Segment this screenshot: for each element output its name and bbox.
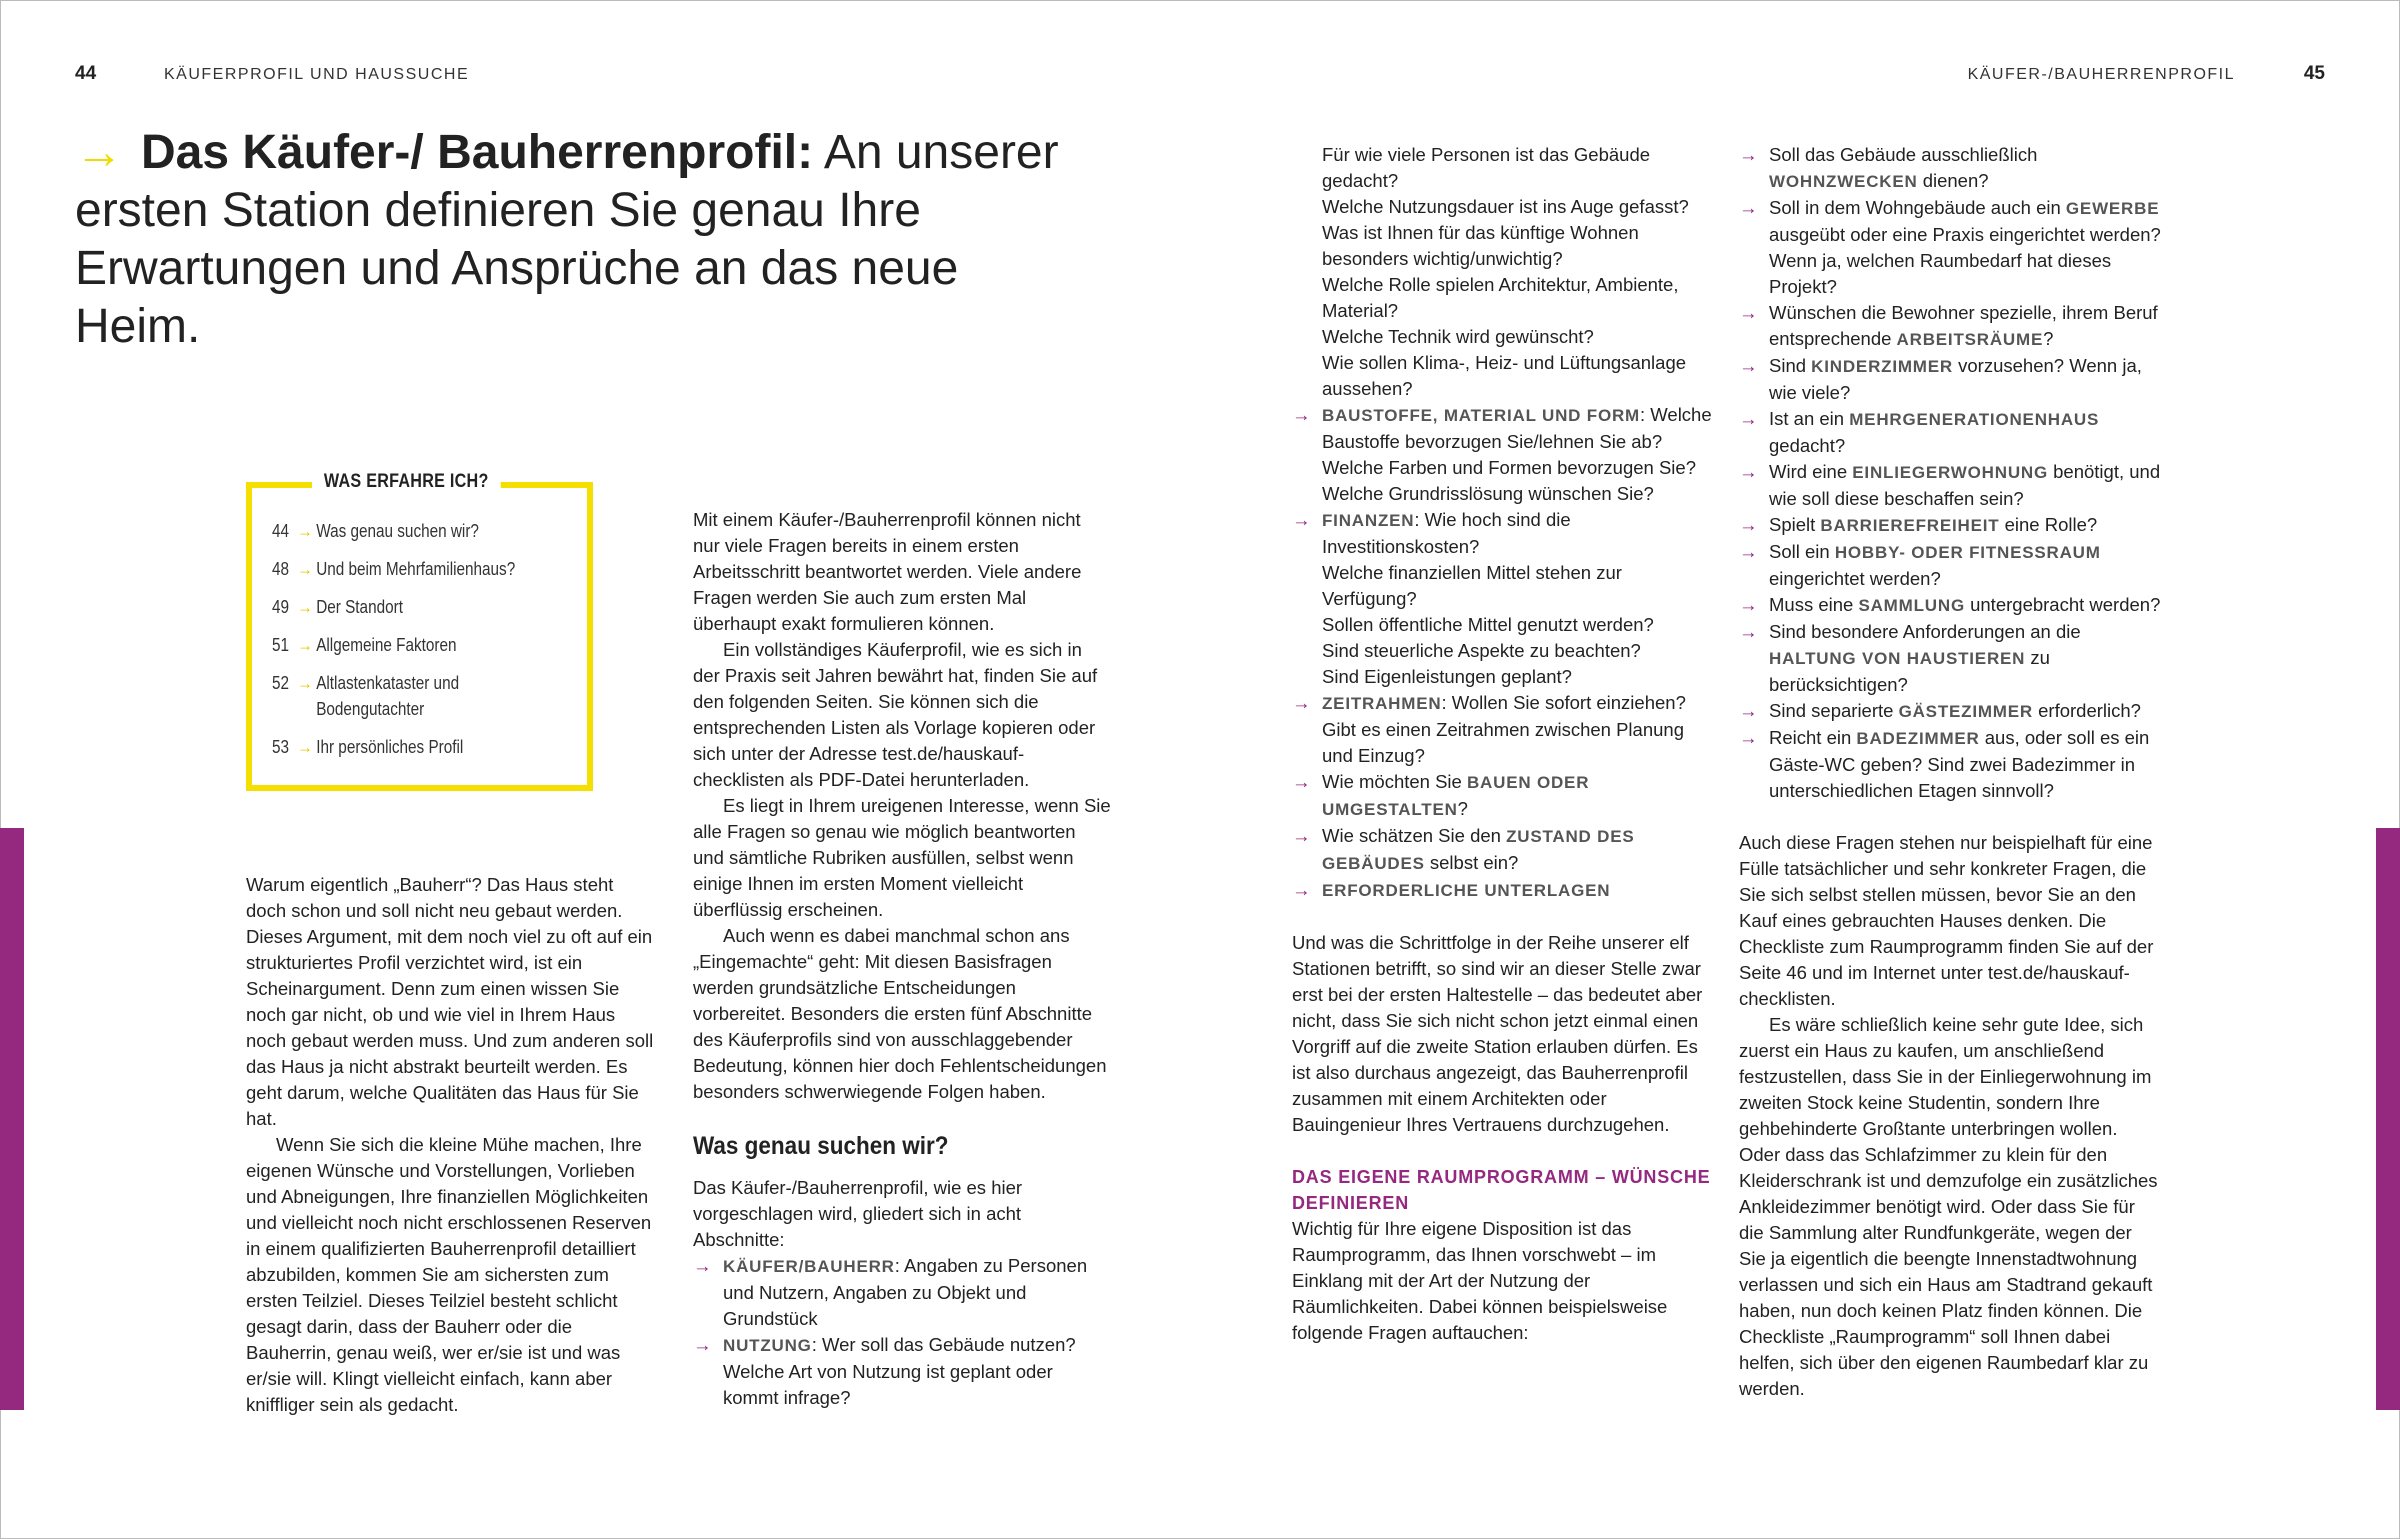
paragraph: Wenn Sie sich die kleine Mühe machen, Ihre eigenen Wünsche und Vorstellungen, Vorlieben und Abneigungen, Ihre finanziellen Möglichkeiten und vielleicht noch nicht erschlossenen Reserven in einem qualifizierten Bauherrenprofil detailliert abzubilden, kommen Sie am sichersten zum ersten Teilziel. Dieses Teilziel besteht schlicht gesagt darin, dass der Bauherr oder die Bauherrin, genau weiß, wer er/sie ist und was er/sie will. Klingt vielleicht einfach, kann aber kniffliger sein als gedacht.: [246, 1134, 652, 1415]
bullet-item: [1739, 142, 2161, 195]
text: Soll in dem Wohngebäude auch ein: [1769, 197, 2066, 218]
arrow-right-icon: →: [1739, 144, 1758, 165]
right-edge-marker: [2376, 828, 2400, 1410]
question-line: [1292, 717, 1712, 769]
text: Sind besondere Anforderungen an die: [1769, 621, 2081, 642]
paragraph: Das Käufer-/Bauherrenprofil, wie es hier vorgeschlagen wird, gliedert sich in acht Abschnitte:: [693, 1177, 1023, 1250]
bullet-item: [1739, 698, 2161, 725]
arrow-right-icon: →: [1739, 700, 1758, 721]
text: ?: [1457, 798, 1468, 819]
arrow-right-icon: →: [297, 521, 313, 541]
question-line: [1292, 455, 1712, 481]
arrow-right-icon: →: [1292, 692, 1311, 713]
keyword: GEWERBE: [2065, 199, 2160, 218]
bullet-item: [1292, 877, 1712, 904]
left-running-head: KÄUFERPROFIL UND HAUSSUCHE: [164, 66, 470, 83]
arrow-right-icon: →: [1292, 509, 1311, 530]
left-page-number: 44: [75, 63, 97, 84]
text: Sind separierte: [1769, 700, 1899, 721]
paragraph: Mit einem Käufer-/Bauherrenprofil können nicht nur viele Fragen bereits in einem ersten Arbeitsschritt beantwortet werden. Viele andere Fragen werden Sie auch zum ersten Mal überhaupt exakt formulieren können.: [693, 509, 1082, 634]
question-line: [1292, 142, 1712, 194]
toc-item: [272, 734, 570, 760]
text: untergebracht werden?: [1964, 594, 2161, 615]
text: : Angaben zu Personen und Nutzern, Angaben zu Objekt und Grundstück: [723, 1255, 1088, 1329]
text: Welche Farben und Formen bevorzugen Sie?: [1322, 457, 1696, 478]
right-page-number: 45: [2303, 63, 2325, 84]
text: Für wie viele Personen ist das Gebäude gedacht?: [1322, 144, 1651, 191]
column-4: [1739, 142, 2161, 1402]
column-1: [246, 872, 658, 1418]
keyword: BAUEN ODER UMGESTALTEN: [1322, 773, 1590, 819]
text: Welche Rolle spielen Architektur, Ambiente, Material?: [1322, 274, 1679, 321]
keyword: ERFORDERLICHE UNTERLAGEN: [1322, 881, 1611, 900]
text: dienen?: [1917, 170, 1989, 191]
text: ausgeübt oder eine Praxis eingerichtet werden? Wenn ja, welchen Raumbedarf hat dieses Projekt?: [1769, 224, 2161, 297]
keyword: SAMMLUNG: [1858, 596, 1965, 615]
arrow-right-icon: →: [297, 673, 313, 693]
question-line: [1292, 194, 1712, 220]
question-line: [1292, 612, 1712, 638]
text: Welche Nutzungsdauer ist ins Auge gefasst?: [1322, 196, 1689, 217]
question-line: [693, 1359, 1111, 1411]
text: zu berücksichtigen?: [1769, 647, 2050, 695]
bullet-item: [1739, 300, 2161, 353]
text: Sind: [1769, 355, 1812, 376]
right-running-head: KÄUFER-/BAUHERRENPROFIL: [1967, 66, 2235, 83]
toc-label: Was genau suchen wir?: [316, 521, 479, 541]
bullet-item: [1739, 619, 2161, 698]
bullet-item: [1739, 539, 2161, 592]
text: Muss eine: [1769, 594, 1859, 615]
question-line: [1292, 220, 1712, 272]
text: Was ist Ihnen für das künftige Wohnen besonders wichtig/unwichtig?: [1322, 222, 1639, 269]
text: Welche finanziellen Mittel stehen zur Verfügung?: [1322, 562, 1622, 609]
question-line: [1292, 324, 1712, 350]
arrow-right-icon: →: [693, 1255, 712, 1276]
text: Ist an ein: [1769, 408, 1850, 429]
question-line: [1292, 664, 1712, 690]
toc-item: [272, 518, 570, 544]
arrow-right-icon: →: [297, 737, 313, 757]
text: Sind Eigenleistungen geplant?: [1322, 666, 1572, 687]
toc-item: [272, 670, 570, 722]
toc-page-number: 49: [272, 597, 290, 617]
arrow-right-icon: →: [1739, 461, 1758, 482]
text: gedacht?: [1769, 435, 1846, 456]
toc-label: Der Standort: [316, 597, 403, 617]
chapter-title: [75, 124, 1075, 356]
arrow-right-icon: →: [1292, 771, 1311, 792]
toc-page-number: 52: [272, 673, 290, 693]
arrow-right-icon: →: [1739, 594, 1758, 615]
text: Spielt: [1769, 514, 1821, 535]
toc-item: [272, 632, 570, 658]
arrow-right-icon: →: [1739, 408, 1758, 429]
keyword: WOHNZWECKEN: [1769, 172, 1918, 191]
bullet-item: [693, 1253, 1111, 1332]
toc-box: [246, 471, 593, 791]
keyword: MEHRGENERATIONENHAUS: [1849, 410, 2100, 429]
paragraph: Es liegt in Ihrem ureigenen Interesse, wenn Sie alle Fragen so genau wie möglich beantworten und sämtliche Rubriken ausfüllen, selbst wenn einige Ihnen im ersten Moment vielleicht überflüssig erscheinen.: [693, 795, 1111, 920]
text: Soll ein: [1769, 541, 1835, 562]
toc-label: Und beim Mehrfamilienhaus?: [316, 559, 516, 579]
keyword: KÄUFER/BAUHERR: [723, 1257, 895, 1276]
toc-list: [272, 518, 572, 772]
question-line: [1292, 638, 1712, 664]
toc-page-number: 53: [272, 737, 290, 757]
keyword: HALTUNG VON HAUSTIEREN: [1769, 649, 2026, 668]
subheading: DAS EIGENE RAUMPROGRAMM – WÜNSCHE DEFINIEREN: [1292, 1167, 1711, 1213]
section-heading: Was genau suchen wir?: [693, 1132, 949, 1160]
title-bold: Das Käufer-/ Bauherrenprofil:: [141, 126, 814, 179]
bullet-item: [1739, 353, 2161, 406]
text: erforderlich?: [2033, 700, 2141, 721]
paragraph: Wichtig für Ihre eigene Disposition ist das Raumprogramm, das Ihnen vorschwebt – im Einklang mit der Art der Nutzung der Räumlichkeiten. Dabei können beispielsweise folgende Fragen auftauchen:: [1292, 1218, 1668, 1343]
toc-item: [272, 594, 570, 620]
keyword: ZUSTAND DES GEBÄUDES: [1322, 827, 1635, 873]
paragraph: Auch diese Fragen stehen nur beispielhaft für eine Fülle tatsächlicher und sehr konkreter Fragen, die Sie sich selbst stellen müssen, bevor Sie an den Kauf eines gebrauchten Hauses denken. Die Checkliste zum Raumprogramm finden Sie auf der Seite 46 und im Internet unter test.de/hauskauf-checklisten.: [1739, 832, 2154, 1009]
text: : Wie hoch sind die Investitionskosten?: [1322, 509, 1571, 557]
keyword: NUTZUNG: [723, 1336, 812, 1355]
text: selbst ein?: [1424, 852, 1519, 873]
toc-item: [272, 556, 570, 582]
arrow-right-icon: →: [1739, 541, 1758, 562]
arrow-right-icon: →: [1739, 621, 1758, 642]
text: Sollen öffentliche Mittel genutzt werden?: [1322, 614, 1654, 635]
arrow-right-icon: →: [297, 597, 313, 617]
text: Soll das Gebäude ausschließlich: [1769, 144, 2038, 165]
keyword: BADEZIMMER: [1856, 729, 1980, 748]
arrow-right-icon: →: [297, 559, 313, 579]
arrow-right-icon: →: [75, 126, 123, 179]
bullet-item: [1292, 769, 1712, 823]
arrow-right-icon: →: [693, 1334, 712, 1355]
text: : Welche Baustoffe bevorzugen Sie/lehnen Sie ab?: [1322, 404, 1712, 452]
spacer: [1292, 904, 1712, 930]
bullet-item: [1739, 512, 2161, 539]
text: Welche Art von Nutzung ist geplant oder kommt infrage?: [723, 1361, 1053, 1408]
text: eine Rolle?: [1999, 514, 2098, 535]
column-3: [1292, 142, 1712, 1346]
keyword: BAUSTOFFE, MATERIAL UND FORM: [1322, 406, 1640, 425]
bullet-item: [1739, 592, 2161, 619]
arrow-right-icon: →: [1739, 197, 1758, 218]
arrow-right-icon: →: [1739, 514, 1758, 535]
text: Sind steuerliche Aspekte zu beachten?: [1322, 640, 1641, 661]
title-rest: An unserer ersten Station definieren Sie genau Ihre Erwartungen und Ansprüche an das neue Heim.: [75, 126, 1059, 353]
bullet-item: [1292, 823, 1712, 877]
toc-label: Altlastenkataster und Bodengutachter: [316, 673, 460, 719]
question-line: [1292, 350, 1712, 402]
toc-page-number: 44: [272, 521, 290, 541]
arrow-right-icon: →: [297, 635, 313, 655]
paragraph: Auch wenn es dabei manchmal schon ans „Eingemachte“ geht: Mit diesen Basisfragen werden grundsätzliche Entscheidungen vorbereitet. Besonders die ersten fünf Abschnitte des Käuferprofils sind von ausschlaggebender Bedeutung, können hier doch Fehlentscheidungen besonders schwerwiegende Folgen haben.: [693, 925, 1107, 1102]
left-edge-marker: [0, 828, 24, 1410]
keyword: ZEITRAHMEN: [1322, 694, 1442, 713]
keyword: BARRIEREFREIHEIT: [1820, 516, 2000, 535]
keyword: GÄSTEZIMMER: [1898, 702, 2033, 721]
keyword: FINANZEN: [1322, 511, 1415, 530]
arrow-right-icon: →: [1292, 879, 1311, 900]
bullet-item: [1292, 507, 1712, 560]
arrow-right-icon: →: [1292, 825, 1311, 846]
question-line: [1292, 272, 1712, 324]
toc-label: Ihr persönliches Profil: [316, 737, 464, 757]
column-2: [693, 507, 1111, 1411]
bullet-item: [1739, 459, 2161, 512]
paragraph: Ein vollständiges Käuferprofil, wie es sich in der Praxis seit Jahren bewährt hat, finden Sie auf den folgenden Seiten. Sie können sich die entsprechenden Listen als Vorlage kopieren oder sich unter der Adresse test.de/hauskauf-checklisten als PDF-Datei herunterladen.: [693, 639, 1098, 790]
keyword: KINDERZIMMER: [1811, 357, 1953, 376]
paragraph: Warum eigentlich „Bauherr“? Das Haus steht doch schon und soll nicht neu gebaut werden. Dieses Argument, mit dem noch viel zu oft auf ein strukturiertes Profil verzichtet wird, ist ein Scheinargument. Denn zum einen wissen Sie noch gar nicht, ob und wie viel in Ihrem Haus noch gebaut werden muss. Und zum anderen soll das Haus ja nicht abstrakt beurteilt werden. Es geht darum, welche Qualitäten das Haus für Sie hat.: [246, 874, 654, 1129]
text: ?: [2043, 328, 2054, 349]
text: Wie sollen Klima-, Heiz- und Lüftungsanlage aussehen?: [1322, 352, 1687, 399]
text: Wie möchten Sie: [1322, 771, 1467, 792]
spacer: [1739, 804, 2161, 830]
text: Welche Grundrisslösung wünschen Sie?: [1322, 483, 1654, 504]
text: Wie schätzen Sie den: [1322, 825, 1507, 846]
text: Welche Technik wird gewünscht?: [1322, 326, 1594, 347]
toc-box-title: WAS ERFAHRE ICH?: [312, 471, 501, 493]
keyword: ARBEITSRÄUME: [1896, 330, 2044, 349]
text: benötigt, und wie soll diese beschaffen sein?: [1769, 461, 2161, 509]
toc-page-number: 51: [272, 635, 290, 655]
text: eingerichtet werden?: [1769, 568, 1941, 589]
text: Gibt es einen Zeitrahmen zwischen Planung und Einzug?: [1322, 719, 1684, 766]
text: Reicht ein: [1769, 727, 1857, 748]
bullet-item: [1292, 402, 1712, 455]
text: : Wer soll das Gebäude nutzen?: [811, 1334, 1076, 1355]
text: : Wollen Sie sofort einziehen?: [1441, 692, 1686, 713]
question-line: [1292, 560, 1712, 612]
text: aus, oder soll es ein Gäste-WC geben? Sind zwei Badezimmer in unterschiedlichen Etagen sinnvoll?: [1769, 727, 2150, 801]
arrow-right-icon: →: [1739, 727, 1758, 748]
paragraph: Und was die Schrittfolge in der Reihe unserer elf Stationen betrifft, so sind wir an dieser Stelle zwar erst bei der ersten Haltestelle – das bedeutet aber nicht, dass Sie sich nicht schon jetzt einmal einen Vorgriff auf die zweite Station erlauben dürfen. Es ist also durchaus angezeigt, das Bauherrenprofil zusammen mit einem Architekten oder Bauingenieur Ihres Vertrauens durchzugehen.: [1292, 932, 1703, 1135]
toc-label: Allgemeine Faktoren: [316, 635, 457, 655]
keyword: EINLIEGERWOHNUNG: [1852, 463, 2048, 482]
question-line: [1292, 481, 1712, 507]
paragraph: Es wäre schließlich keine sehr gute Idee, sich zuerst ein Haus zu kaufen, um anschließend festzustellen, dass Sie in der Einliegerwohnung im zweiten Stock keine Studentin, sondern Ihre gehbehinderte Großtante unterbringen wollen. Oder dass das Schlafzimmer zu klein für den Kleiderschrank ist und demzufolge ein zusätzliches Ankleidezimmer benötigt wird. Oder dass Sie für die Sammlung alter Rundfunkgeräte, wegen der Sie ja eigentlich die beengte Innenstadtwohnung verlassen und sich ein Haus am Stadtrand gekauft haben, nun doch keinen Platz finden können. Die Checkliste „Raumprogramm“ soll Ihnen dabei helfen, sich über den eigenen Raumbedarf klar zu werden.: [1739, 1014, 2158, 1399]
arrow-right-icon: →: [1739, 355, 1758, 376]
text: Wünschen die Bewohner spezielle, ihrem Beruf entsprechende: [1769, 302, 2158, 349]
arrow-right-icon: →: [1739, 302, 1758, 323]
bullet-item: [1292, 690, 1712, 717]
bullet-item: [1739, 195, 2161, 300]
keyword: HOBBY- ODER FITNESSRAUM: [1834, 543, 2101, 562]
text: vorzusehen? Wenn ja, wie viele?: [1769, 355, 2142, 403]
toc-page-number: 48: [272, 559, 290, 579]
bullet-item: [1739, 725, 2161, 804]
bullet-item: [693, 1332, 1111, 1359]
bullet-item: [1739, 406, 2161, 459]
text: Wird eine: [1769, 461, 1853, 482]
arrow-right-icon: →: [1292, 404, 1311, 425]
